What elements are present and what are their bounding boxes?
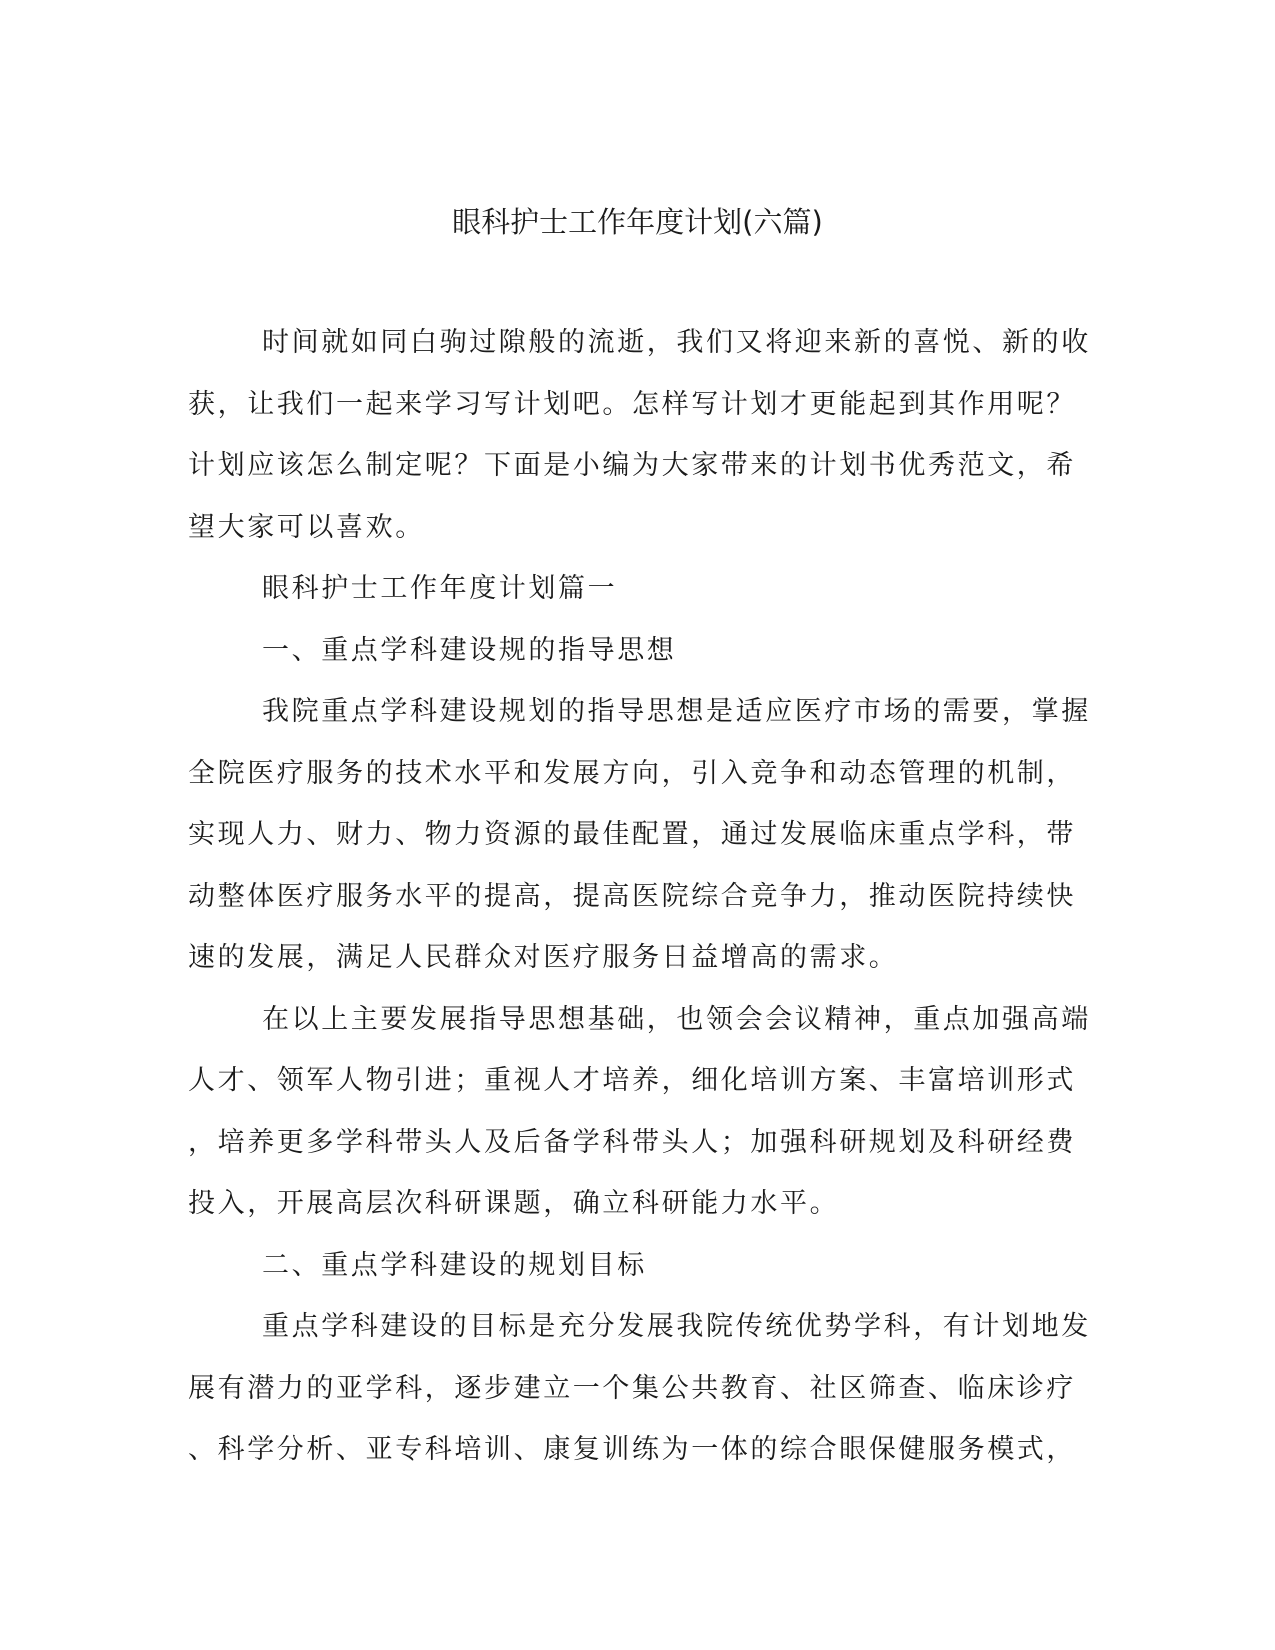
document-body [188, 325, 1091, 1494]
text-line: 时间就如同白驹过隙般的流逝，我们又将迎来新的喜悦、新的收 [262, 327, 1091, 358]
text-line: 眼科护士工作年度计划篇一 [262, 573, 618, 604]
text-line: 一、重点学科建设规的指导思想 [262, 634, 677, 666]
text-line: 实现人力、财力、物力资源的最佳配置，通过发展临床重点学科，带 [188, 819, 1076, 850]
text-line: 二、重点学科建设的规划目标 [262, 1249, 647, 1281]
text-line: 人才、领军人物引进；重视人才培养，细化培训方案、丰富培训形式 [188, 1065, 1076, 1096]
text-line: 望大家可以喜欢。 [188, 511, 425, 543]
text-line: 在以上主要发展指导思想基础，也领会会议精神，重点加强高端 [262, 1003, 1091, 1035]
text-line: 获，让我们一起来学习写计划吧。怎样写计划才更能起到其作用呢？ [188, 388, 1076, 420]
text-line: 全院医疗服务的技术水平和发展方向，引入竞争和动态管理的机制， [188, 757, 1076, 789]
text-line: 投入，开展高层次科研课题，确立科研能力水平。 [188, 1188, 840, 1219]
text-line: 速的发展，满足人民群众对医疗服务日益增高的需求。 [188, 942, 899, 973]
text-line: 展有潜力的亚学科，逐步建立一个集公共教育、社区筛查、临床诊疗 [188, 1372, 1076, 1404]
document-title: 眼科护士工作年度计划(六篇) [452, 205, 823, 239]
text-line: ，培养更多学科带头人及后备学科带头人；加强科研规划及科研经费 [188, 1126, 1076, 1158]
text-line: 动整体医疗服务水平的提高，提高医院综合竞争力，推动医院持续快 [188, 880, 1076, 912]
text-line: 重点学科建设的目标是充分发展我院传统优势学科，有计划地发 [262, 1311, 1091, 1342]
text-line: 、科学分析、亚专科培训、康复训练为一体的综合眼保健服务模式， [188, 1434, 1076, 1465]
text-line: 计划应该怎么制定呢？下面是小编为大家带来的计划书优秀范文，希 [188, 450, 1076, 481]
text-line: 我院重点学科建设规划的指导思想是适应医疗市场的需要，掌握 [262, 696, 1091, 727]
